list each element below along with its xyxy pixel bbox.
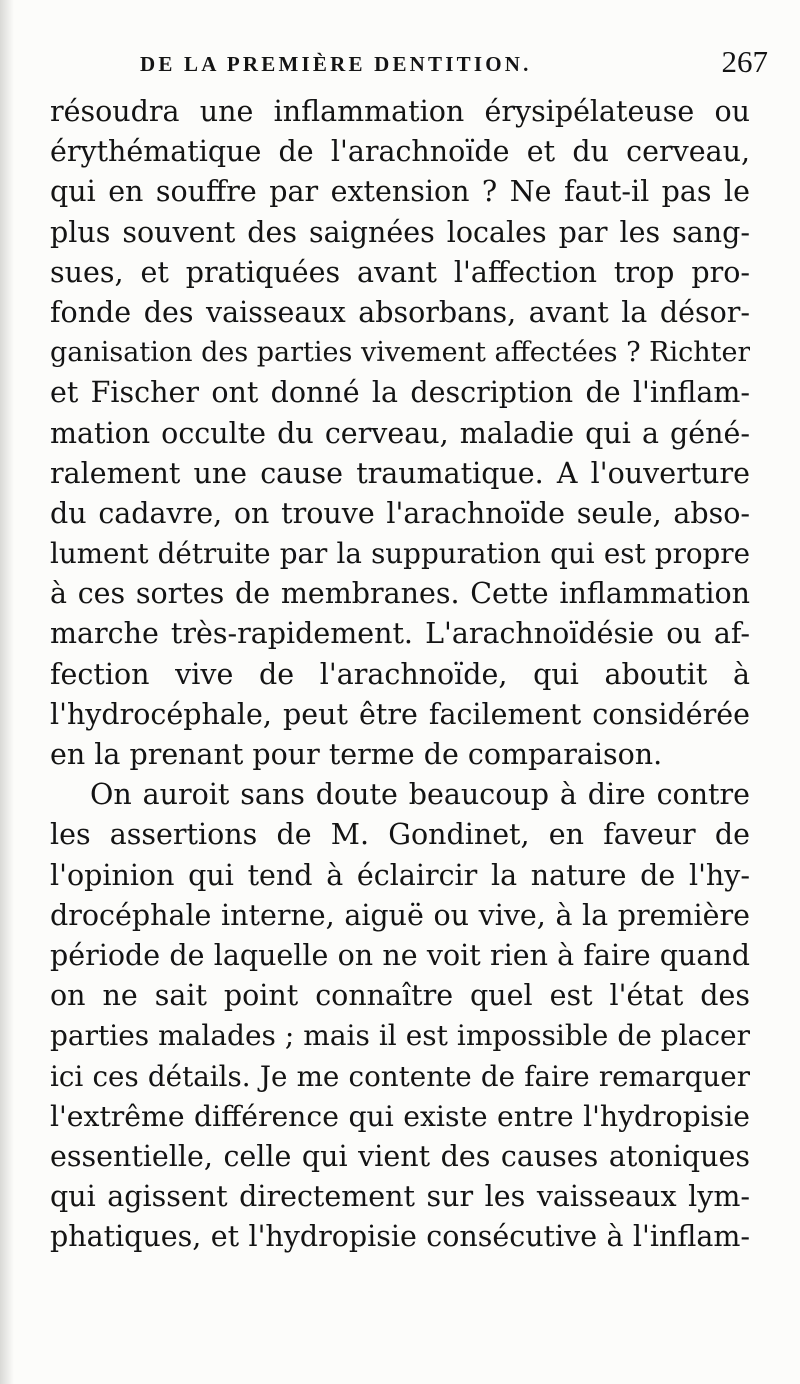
- text-line: mation occulte du cerveau, maladie qui a géné-: [50, 416, 750, 450]
- text-line: sues, et pratiquées avant l'affection trop pro-: [50, 255, 750, 289]
- text-line: l'opinion qui tend à éclaircir la nature de l'hy-: [50, 858, 750, 892]
- paragraph-start-line: On auroit sans doute beaucoup à dire contre: [90, 778, 750, 812]
- text-line: ralement une cause traumatique. A l'ouverture: [50, 456, 750, 490]
- text-line: essentielle, celle qui vient des causes atoniques: [50, 1139, 750, 1173]
- running-title: DE LA PREMIÈRE DENTITION.: [140, 52, 532, 76]
- page-edge-shadow: [0, 0, 14, 1384]
- text-line: l'hydrocéphale, peut être facilement considérée: [50, 697, 750, 731]
- text-line: l'extrême différence qui existe entre l'hydropisie: [50, 1099, 750, 1133]
- text-line: on ne sait point connaître quel est l'état des: [50, 979, 750, 1013]
- text-line: lument détruite par la suppuration qui est propre: [50, 537, 750, 571]
- text-line: plus souvent des saignées locales par les sang-: [50, 215, 750, 249]
- text-line: érythématique de l'arachnoïde et du cerveau,: [50, 135, 750, 169]
- page-header: [140, 44, 768, 88]
- text-line: qui agissent directement sur les vaisseaux lym-: [50, 1180, 750, 1214]
- text-line: période de laquelle on ne voit rien à faire quand: [50, 938, 750, 972]
- text-line: résoudra une inflammation érysipélateuse ou: [50, 95, 750, 128]
- text-line: à ces sortes de membranes. Cette inflammation: [50, 577, 750, 611]
- text-line: ganisation des parties vivement affectées ? Richter: [50, 337, 750, 369]
- text-line: fection vive de l'arachnoïde, qui aboutit à: [50, 657, 750, 691]
- text-line: marche très-rapidement. L'arachnoïdésie ou af-: [50, 617, 750, 651]
- page-number: 267: [721, 44, 768, 79]
- text-line: et Fischer ont donné la description de l'inflam-: [50, 376, 750, 410]
- paragraph-end-line: en la prenant pour terme de comparaison.: [50, 738, 663, 771]
- text-line: phatiques, et l'hydropisie consécutive à l'inflam-: [50, 1220, 750, 1254]
- text-line: fonde des vaisseaux absorbans, avant la désor-: [50, 295, 750, 329]
- text-line: drocéphale interne, aiguë ou vive, à la première: [50, 898, 750, 932]
- body-text: [50, 92, 750, 1257]
- text-line: parties malades ; mais il est impossible de placer: [50, 1019, 750, 1053]
- text-line: les assertions de M. Gondinet, en faveur de: [50, 818, 750, 852]
- text-line: du cadavre, on trouve l'arachnoïde seule, abso-: [50, 496, 750, 530]
- text-line: ici ces détails. Je me contente de faire remarquer: [50, 1059, 750, 1093]
- text-line: qui en souffre par extension ? Ne faut-il pas le: [50, 175, 750, 209]
